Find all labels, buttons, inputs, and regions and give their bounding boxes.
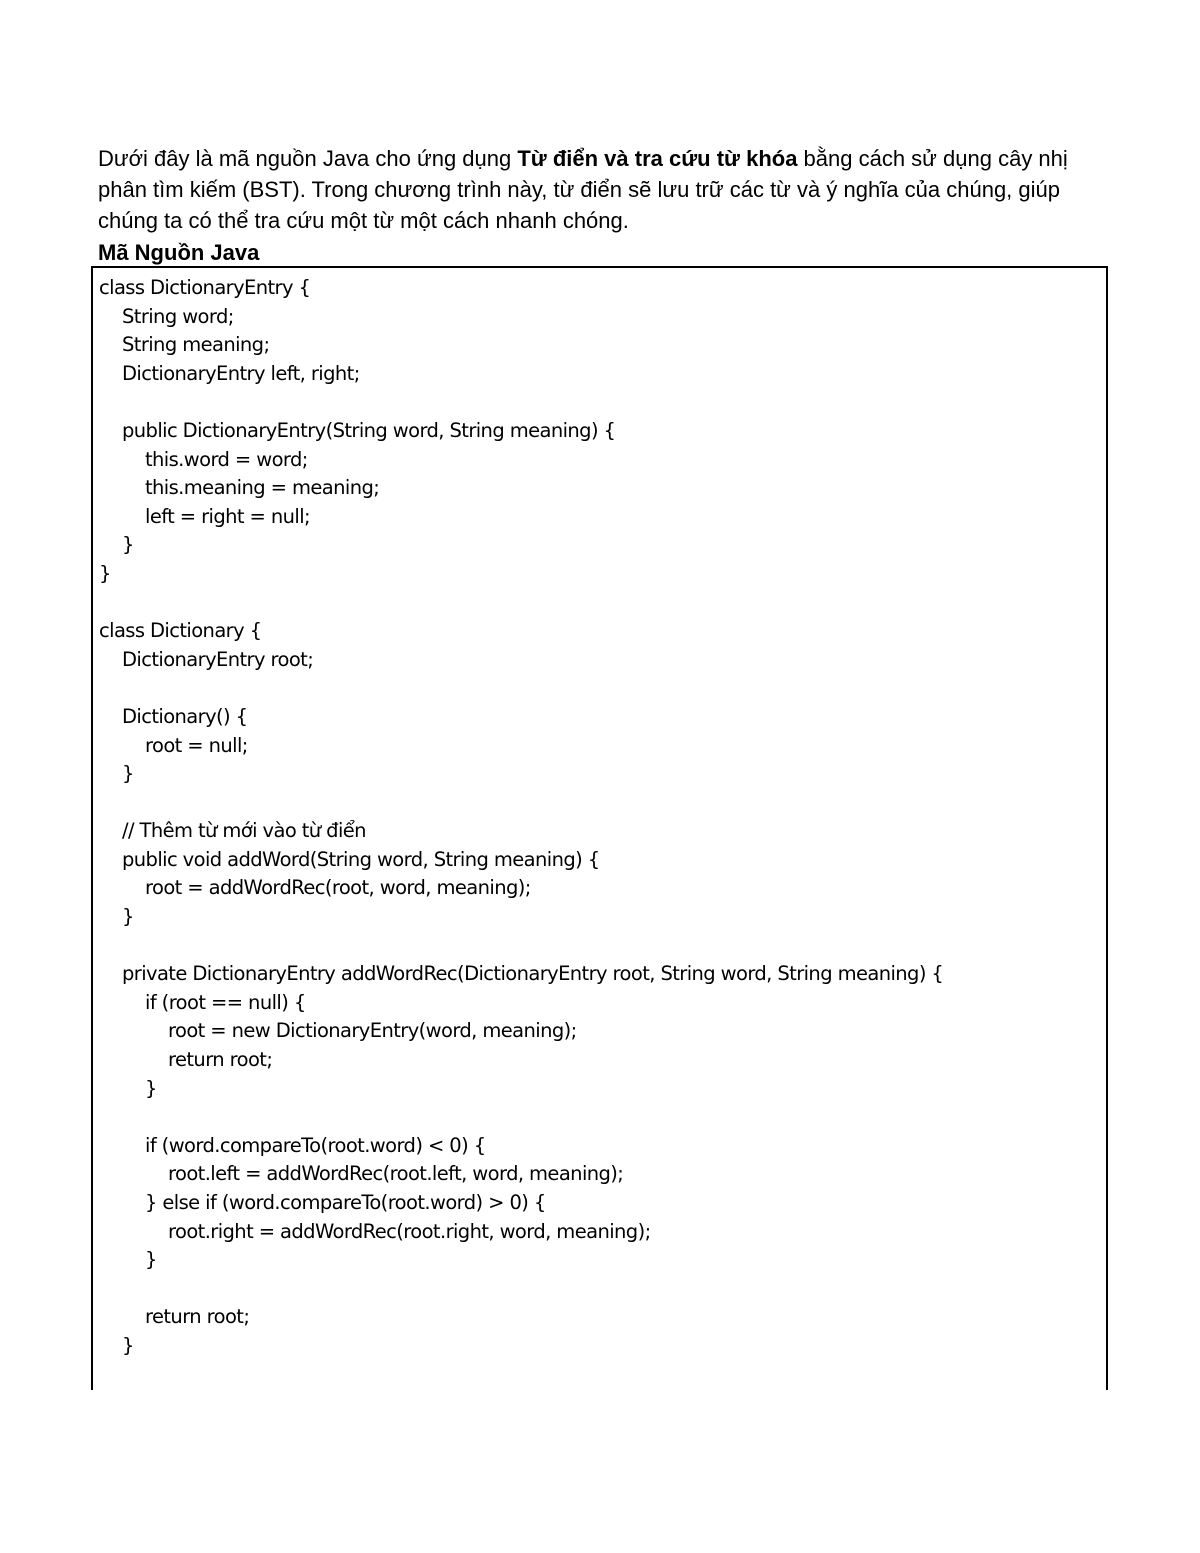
section-heading: Mã Nguồn Java <box>98 240 260 265</box>
code-line: } <box>145 1248 157 1272</box>
code-line-blank <box>99 1275 943 1304</box>
code-line: DictionaryEntry left, right; <box>122 361 360 385</box>
code-line: root = null; <box>145 733 248 757</box>
code-line-blank <box>99 674 943 703</box>
code-line: if (root == null) { <box>145 990 306 1014</box>
page-bottom-margin <box>0 1390 1200 1553</box>
code-line-blank <box>99 789 943 818</box>
code-line: root = new DictionaryEntry(word, meaning); <box>168 1019 577 1043</box>
code-line: private DictionaryEntry addWordRec(DictionaryEntry root, String word, String meaning) { <box>122 962 944 986</box>
code-line: left = right = null; <box>145 504 310 528</box>
code-line-blank <box>99 388 943 417</box>
code-line: class Dictionary { <box>99 619 262 643</box>
code-line: this.word = word; <box>145 447 308 471</box>
code-line: DictionaryEntry root; <box>122 647 314 671</box>
code-line: class DictionaryEntry { <box>99 276 311 299</box>
code-comment: // Thêm từ mới vào từ điển <box>122 819 366 843</box>
code-line: } <box>122 762 134 786</box>
code-line: } else if (word.compareTo(root.word) > 0) { <box>145 1191 546 1214</box>
code-line: String word; <box>122 304 234 328</box>
intro-text-2: bằng cách sử dụng cây nhị phân tìm kiếm (BST). Trong chương trình này, từ điển sẽ lưu trữ các từ và ý nghĩa của chúng, giúp chúng ta có thể tra cứu một từ một cách nhanh chóng. <box>98 146 1068 233</box>
intro-bold-title: Từ điển và tra cứu từ khóa <box>517 146 798 171</box>
code-line: root = addWordRec(root, word, meaning); <box>145 876 531 900</box>
code-line: } <box>122 533 134 557</box>
code-line: this.meaning = meaning; <box>145 476 380 500</box>
code-line: } <box>145 1076 157 1100</box>
code-line: if (word.compareTo(root.word) < 0) { <box>145 1133 486 1157</box>
code-line: return root; <box>145 1305 250 1329</box>
code-line-blank <box>99 1103 943 1132</box>
code-line: public DictionaryEntry(String word, String meaning) { <box>122 418 616 442</box>
code-line: Dictionary() { <box>122 704 248 728</box>
code-line: } <box>99 561 111 585</box>
intro-paragraph <box>98 143 1110 236</box>
code-line: public void addWord(String word, String meaning) { <box>122 847 600 871</box>
code-line: String meaning; <box>122 333 270 357</box>
intro-text-1: Dưới đây là mã nguồn Java cho ứng dụng <box>98 146 518 171</box>
code-line: } <box>122 1333 134 1357</box>
code-listing <box>99 274 943 1361</box>
code-box <box>91 266 1108 1553</box>
code-line-blank <box>99 589 943 618</box>
code-line: } <box>122 905 134 929</box>
code-line: root.left = addWordRec(root.left, word, meaning); <box>168 1162 624 1186</box>
code-line: return root; <box>168 1048 273 1072</box>
code-line: root.right = addWordRec(root.right, word, meaning); <box>168 1219 651 1243</box>
code-line-blank <box>99 932 943 961</box>
